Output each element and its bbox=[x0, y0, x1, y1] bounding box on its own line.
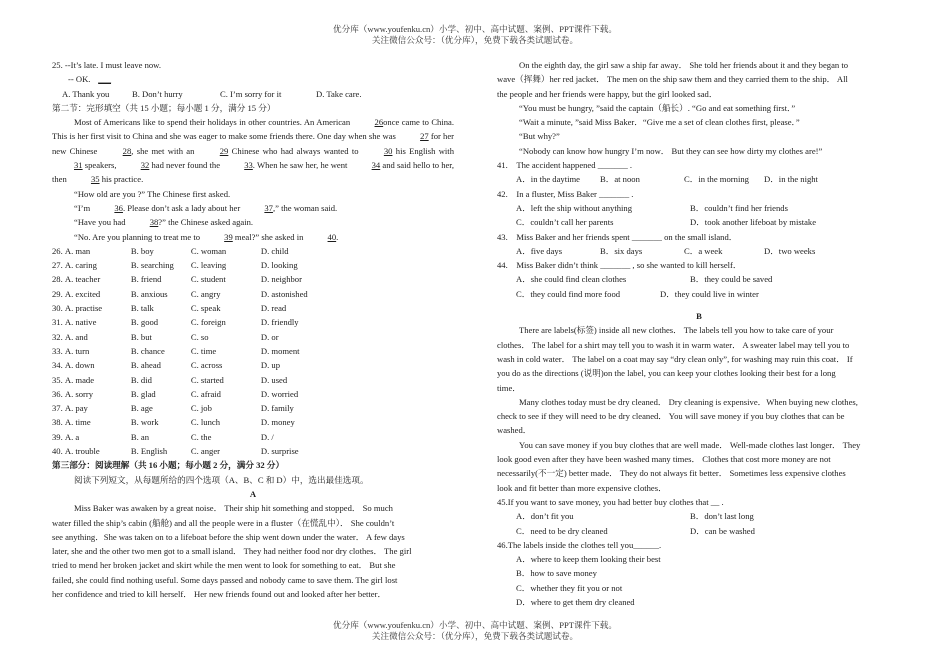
passage-line: wave（挥舞）her red jacket． The men on the ship saw them and they carried them to the ship． All bbox=[497, 74, 848, 85]
cloze-blank: 34 bbox=[371, 160, 381, 171]
passage-line: washed． bbox=[497, 425, 532, 436]
passage-line: look good even after they have been washed many times． Clothes that cost more money are not bbox=[497, 454, 831, 465]
option: B. age bbox=[130, 403, 153, 414]
question-number: 40. bbox=[52, 446, 65, 457]
cloze-option-row bbox=[52, 301, 454, 315]
option: D. family bbox=[260, 403, 294, 414]
option: C．whether they fit you or not bbox=[516, 582, 623, 593]
option: C. leaving bbox=[190, 260, 227, 271]
passage-text: “I’m bbox=[74, 202, 93, 213]
question-stem: 42. In a fluster, Miss Baker _______ . bbox=[497, 188, 634, 199]
passage-text: ,” the woman said. bbox=[272, 202, 338, 213]
option: B. good bbox=[130, 317, 159, 328]
option: B. but bbox=[130, 331, 152, 342]
q25-line-1: 25. --It’s late. I must leave now. bbox=[52, 60, 161, 70]
option-row bbox=[497, 509, 901, 523]
option-row bbox=[497, 172, 901, 186]
right-column bbox=[497, 58, 901, 609]
cloze-option-row bbox=[52, 430, 454, 444]
option: B．don’t last long bbox=[690, 511, 754, 522]
passage-line: later, she and the other two men got to a small island． They had neither food nor dry clothes． The girl bbox=[52, 546, 412, 557]
question-number: 39. bbox=[52, 431, 65, 442]
option: C. angry bbox=[190, 288, 221, 299]
cloze-option-row bbox=[52, 444, 454, 458]
question-number: 38. bbox=[52, 417, 65, 428]
passage-line: On the eighth day, the girl saw a ship far away． She told her friends about it and they began to bbox=[519, 60, 849, 70]
dialog-line bbox=[52, 201, 454, 215]
option: C. woman bbox=[190, 245, 227, 256]
option: B．they could be saved bbox=[690, 274, 773, 285]
cloze-option-row bbox=[52, 358, 454, 372]
dialog bbox=[497, 101, 901, 158]
option: A. pay bbox=[64, 403, 88, 414]
passage-text: his practice. bbox=[99, 174, 144, 185]
passage-a-right bbox=[497, 58, 901, 101]
dialog-line bbox=[52, 215, 454, 229]
cloze-option-row bbox=[52, 387, 454, 401]
question-stem: 44. Miss Baker didn’t think _______ , so she wanted to kill herself． bbox=[497, 260, 742, 271]
q25-blank: ___ bbox=[98, 74, 112, 85]
option: A. and bbox=[64, 331, 88, 342]
section2-title: 第二节：完形填空（共 15 小题；每小题 1 分，满分 15 分） bbox=[52, 102, 276, 113]
passage-line: You can save money if you buy clothes that are well made． Well-made clothes last longer． They bbox=[519, 439, 861, 450]
cloze-passage bbox=[52, 115, 454, 186]
option: D．they could live in winter bbox=[660, 288, 759, 299]
question-number: 34. bbox=[52, 360, 65, 371]
passage-line: Miss Baker was awaken by a great noise． Their ship hit something and stopped． So much bbox=[74, 503, 393, 514]
option: D. worried bbox=[260, 388, 299, 399]
option: B. an bbox=[130, 431, 150, 442]
option: A. practise bbox=[64, 303, 103, 314]
option: D. child bbox=[260, 245, 289, 256]
option: C. I’m sorry for it bbox=[220, 88, 282, 99]
option: C. afraid bbox=[190, 388, 221, 399]
option: C. time bbox=[190, 345, 217, 356]
left-column bbox=[52, 58, 454, 601]
option: A. trouble bbox=[64, 446, 100, 457]
option: D．where to get them dry cleaned bbox=[516, 596, 635, 607]
option: A．don’t fit you bbox=[516, 511, 574, 522]
passage-b bbox=[497, 323, 901, 495]
option: A. sorry bbox=[64, 388, 94, 399]
option: A. excited bbox=[64, 288, 101, 299]
cloze-option-row bbox=[52, 287, 454, 301]
question-number: 37. bbox=[52, 403, 65, 414]
option: D. friendly bbox=[260, 317, 299, 328]
cloze-blank: 28 bbox=[122, 145, 132, 156]
option: C. speak bbox=[190, 303, 221, 314]
cloze-blank: 35 bbox=[90, 174, 100, 185]
option: B. did bbox=[130, 374, 152, 385]
cloze-options bbox=[52, 244, 454, 458]
option: B. searching bbox=[130, 260, 174, 271]
option: C．couldn’t call her parents bbox=[516, 217, 614, 228]
question-stem: 45.If you want to save money, you had better buy clothes that __ . bbox=[497, 496, 724, 507]
passage-text: for her new Chinese bbox=[52, 131, 454, 156]
option: B. English bbox=[130, 446, 168, 457]
option: A. man bbox=[64, 245, 91, 256]
footer-line-1: 优分库（www.youfenku.cn）小学、初中、高中试题、案例、PPT课件下载。 bbox=[333, 620, 617, 630]
option: B. work bbox=[130, 417, 159, 428]
option: B. ahead bbox=[130, 360, 161, 371]
option: D．in the night bbox=[764, 174, 818, 185]
passage-text: had never found the bbox=[149, 160, 223, 171]
option-row bbox=[497, 215, 901, 229]
page-footer bbox=[0, 620, 950, 642]
passage-line: you do as the directions (说明)on the label, you can keep your clothes looking their best for a long bbox=[497, 368, 836, 379]
cloze-blank: 38 bbox=[149, 217, 159, 228]
option: D. Take care. bbox=[316, 88, 362, 99]
option: D. neighbor bbox=[260, 274, 302, 285]
option: A．in the daytime bbox=[516, 174, 580, 185]
option: B. friend bbox=[130, 274, 162, 285]
option-row bbox=[497, 287, 901, 301]
page-header bbox=[0, 24, 950, 46]
dialog-line bbox=[52, 230, 454, 244]
question-stem: 41. The accident happened _______ . bbox=[497, 160, 633, 171]
q25-options bbox=[52, 87, 454, 101]
question-number: 32. bbox=[52, 331, 65, 342]
option: A. native bbox=[64, 317, 97, 328]
option: C．need to be dry cleaned bbox=[516, 525, 608, 536]
passage-line: time． bbox=[497, 382, 521, 393]
passage-text: Most of Americans like to spend their holidays in other countries. An American bbox=[74, 117, 353, 128]
question-number: 28. bbox=[52, 274, 65, 285]
option: B．six days bbox=[600, 245, 643, 256]
passage-line: the people and her friends were happy, but the girl looked sad． bbox=[497, 88, 718, 99]
option: C．they could find more food bbox=[516, 288, 621, 299]
option: A. teacher bbox=[64, 274, 101, 285]
cloze-blank: 39 bbox=[224, 231, 233, 242]
option: B. boy bbox=[130, 245, 154, 256]
question-stem: 46.The labels inside the clothes tell you______. bbox=[497, 539, 662, 550]
passage-line: look and fit better than more expensive clothes． bbox=[497, 482, 667, 493]
cloze-blank: 32 bbox=[140, 160, 150, 171]
option: A．five days bbox=[516, 245, 563, 256]
option: D. / bbox=[260, 431, 274, 442]
option: C. job bbox=[190, 403, 212, 414]
option-row bbox=[497, 201, 901, 215]
option: A．left the ship without anything bbox=[516, 202, 633, 213]
option: A. turn bbox=[64, 345, 90, 356]
passage-line: check to see if they will need to be dry cleaned． You will save money if you buy clothes that can be bbox=[497, 411, 845, 422]
passage-line: Many clothes today must be dry cleaned． Dry cleaning is expensive．When buying new clothes, bbox=[519, 396, 858, 407]
cloze-option-row bbox=[52, 272, 454, 286]
option: B. Don’t hurry bbox=[132, 88, 183, 99]
cloze-option-row bbox=[52, 401, 454, 415]
option: A. time bbox=[64, 417, 91, 428]
dialog-line: “Wait a minute, ”said Miss Baker．“Give me a set of clean clothes first, please．” bbox=[519, 117, 800, 128]
passage-line: There are labels(标签) inside all new clothes． The labels tell you how to take care of your bbox=[519, 325, 834, 336]
passage-text: , she met with an bbox=[131, 145, 198, 156]
option: D. moment bbox=[260, 345, 300, 356]
passage-text: meal?” she asked in bbox=[232, 231, 306, 242]
passage-text: Chinese who had always wanted to bbox=[228, 145, 362, 156]
option: D. read bbox=[260, 303, 287, 314]
passage-text: . When he saw her, he went bbox=[252, 160, 350, 171]
option: C．a week bbox=[684, 245, 723, 256]
option: D. looking bbox=[260, 260, 298, 271]
option: C. started bbox=[190, 374, 224, 385]
question-number: 36. bbox=[52, 388, 65, 399]
option: C. the bbox=[190, 431, 212, 442]
cloze-blank: 37 bbox=[264, 202, 273, 213]
dialog-line: “How old are you ?” The Chinese first asked. bbox=[74, 188, 231, 199]
option: A. made bbox=[64, 374, 95, 385]
passage-line: see anything．She was taken on to a lifeboat before the ship went down under the water． A few days bbox=[52, 531, 405, 542]
option: B．couldn’t find her friends bbox=[690, 202, 788, 213]
option: A. a bbox=[64, 431, 80, 442]
footer-line-2: 关注微信公众号：（优分库），免费下载各类试题试卷。 bbox=[371, 631, 579, 641]
cloze-blank: 33 bbox=[244, 160, 253, 171]
option: D. or bbox=[260, 331, 279, 342]
option: C. student bbox=[190, 274, 226, 285]
question-number: 33. bbox=[52, 345, 65, 356]
option: C. so bbox=[190, 331, 209, 342]
passage-text: . bbox=[336, 231, 339, 242]
question-number: 30. bbox=[52, 303, 65, 314]
option: D. money bbox=[260, 417, 295, 428]
option: D. surprise bbox=[260, 446, 299, 457]
question-number: 31. bbox=[52, 317, 65, 328]
option: C. across bbox=[190, 360, 223, 371]
option: D. up bbox=[260, 360, 280, 371]
option: D．took another lifeboat by mistake bbox=[690, 217, 817, 228]
passage-line: her confidence and tried to kill herself． Her new friends found out and looked after her better． bbox=[52, 588, 387, 599]
cloze-blank: 31 bbox=[74, 160, 83, 171]
passage-text: . Please don’t ask a lady about her bbox=[122, 202, 243, 213]
header-line-1: 优分库（www.youfenku.cn）小学、初中、高中试题、案例、PPT课件下载。 bbox=[333, 24, 617, 34]
passage-text: once came to China. This is her first visit to China and she was eager to make some friends there. One day when she was bbox=[52, 117, 454, 142]
option-row bbox=[497, 524, 901, 538]
passage-text: speakers, bbox=[82, 160, 119, 171]
passage-text: “Have you had bbox=[74, 217, 128, 228]
cloze-option-row bbox=[52, 315, 454, 329]
option: C. lunch bbox=[190, 417, 221, 428]
passage-text: his English with bbox=[392, 145, 454, 156]
dialog-line: “You must be hungry, ”said the captain（船长）. “Go and eat something first．” bbox=[519, 102, 796, 113]
cloze-blank: 36 bbox=[114, 202, 123, 213]
passage-a-left bbox=[52, 501, 454, 601]
question-number: 27. bbox=[52, 260, 65, 271]
option: A．where to keep them looking their best bbox=[516, 554, 661, 565]
passage-text: ?” the Chinese asked again. bbox=[158, 217, 254, 228]
cloze-option-row bbox=[52, 415, 454, 429]
option: B. chance bbox=[130, 345, 165, 356]
cloze-option-row bbox=[52, 373, 454, 387]
cloze-blank: 27 bbox=[420, 131, 429, 142]
option: D. used bbox=[260, 374, 288, 385]
passage-line: water filled the ship’s cabin (船舱) and all the people were in a fluster（在慌乱中）． She couldn’t bbox=[52, 517, 395, 528]
passage-b-label: B bbox=[696, 311, 702, 322]
passage-line: necessarily(不一定) better made． They do not always fit better． Sometimes less expensive clothes bbox=[497, 468, 846, 479]
cloze-option-row bbox=[52, 244, 454, 258]
section3-instruction: 阅读下列短文，从每题所给的四个选项（A、B、C 和 D）中，选出最佳选项。 bbox=[74, 474, 369, 485]
question-number: 35. bbox=[52, 374, 65, 385]
cloze-blank: 40 bbox=[327, 231, 337, 242]
option: A. down bbox=[64, 360, 95, 371]
cloze-option-row bbox=[52, 330, 454, 344]
option: D．two weeks bbox=[764, 245, 816, 256]
option: B．at noon bbox=[600, 174, 640, 185]
section3-title: 第三部分：阅读理解（共 16 小题；每小题 2 分，满分 32 分） bbox=[52, 460, 285, 471]
option: C. foreign bbox=[190, 317, 226, 328]
dialog-line: “Nobody can know how hungry I’m now． But they can see how dirty my clothes are!” bbox=[519, 145, 823, 156]
question-number: 26. bbox=[52, 245, 65, 256]
option-row bbox=[497, 244, 901, 258]
option: D．can be washed bbox=[690, 525, 755, 536]
cloze-blank: 26 bbox=[374, 117, 384, 128]
option: B. glad bbox=[130, 388, 156, 399]
option: A．she could find clean clothes bbox=[516, 274, 627, 285]
option: C．in the morning bbox=[684, 174, 749, 185]
questions-b bbox=[497, 495, 901, 609]
cloze-blank: 29 bbox=[219, 145, 229, 156]
passage-text: “No. Are you planning to treat me to bbox=[74, 231, 203, 242]
option-row bbox=[497, 272, 901, 286]
questions-a bbox=[497, 158, 901, 301]
passage-line: tried to mend her broken jacket and skirt while the men went to look for something to eat． But she bbox=[52, 560, 396, 571]
passage-line: wash in cold water． The label on a coat may say “dry clean only”, for washing may ruin this coat． If bbox=[497, 353, 853, 364]
passage-line: clothes． The label for a shirt may tell you to wash it in warm water． A sweater label may tell you to bbox=[497, 339, 850, 350]
cloze-option-row bbox=[52, 344, 454, 358]
q25-line-2: -- OK. ___ bbox=[52, 72, 454, 86]
header-line-2: 关注微信公众号：（优分库），免费下载各类试题试卷。 bbox=[371, 35, 579, 45]
cloze-blank: 30 bbox=[383, 145, 393, 156]
question-number: 29. bbox=[52, 288, 65, 299]
passage-text: and said hello to her, then bbox=[52, 160, 454, 185]
passage-a-label: A bbox=[249, 488, 257, 499]
dialog-line: “But why?” bbox=[519, 131, 560, 142]
option: A. caring bbox=[64, 260, 97, 271]
option: C. anger bbox=[190, 446, 221, 457]
option: B. anxious bbox=[130, 288, 168, 299]
option: B．how to save money bbox=[516, 568, 597, 579]
passage-line: failed, she could find nothing useful. Some days passed and nobody came to save them. The girl lost bbox=[52, 574, 398, 585]
question-stem: 43. Miss Baker and her friends spent _______ on the small island． bbox=[497, 231, 738, 242]
option: B. talk bbox=[130, 303, 154, 314]
option: A. Thank you bbox=[62, 88, 110, 99]
option: D. astonished bbox=[260, 288, 308, 299]
cloze-option-row bbox=[52, 258, 454, 272]
